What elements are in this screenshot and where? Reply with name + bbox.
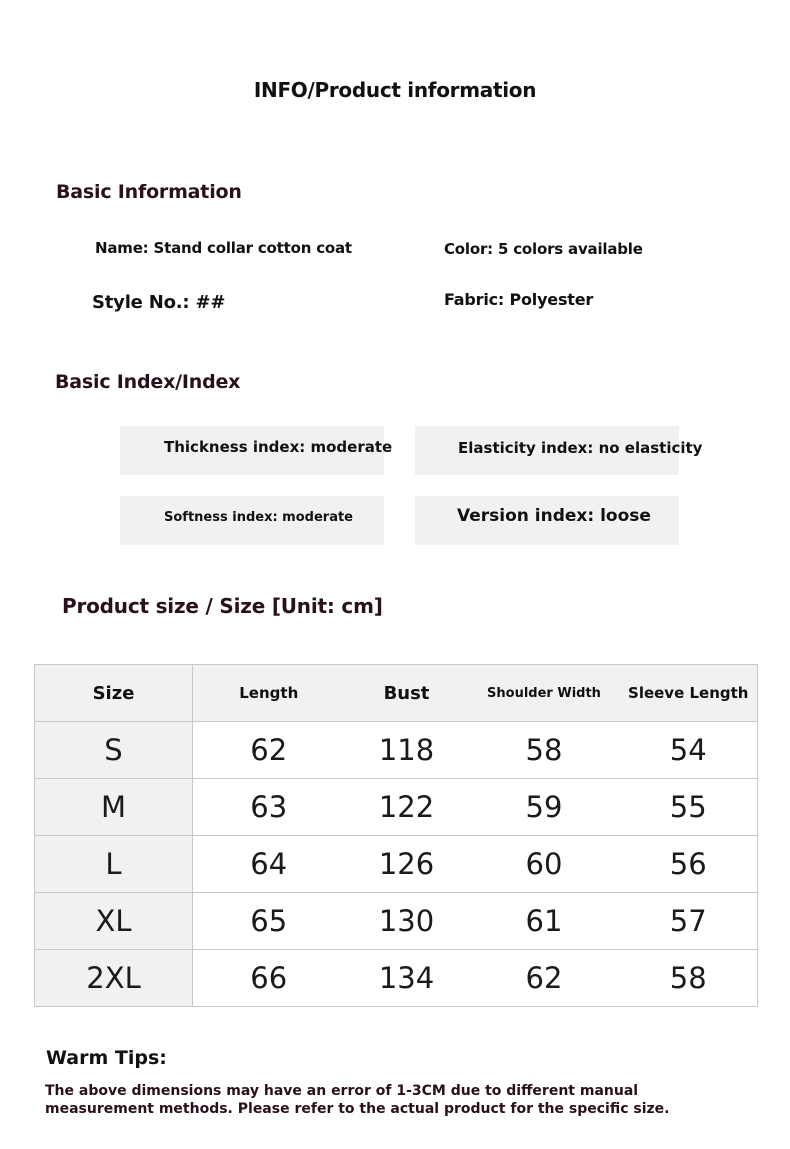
header-bust: Bust bbox=[345, 665, 469, 722]
thickness-index-label: Thickness index: moderate bbox=[164, 438, 393, 456]
size-cell: XL bbox=[35, 893, 193, 950]
header-length: Length bbox=[193, 665, 345, 722]
size-heading: Product size / Size [Unit: cm] bbox=[62, 594, 383, 618]
version-index-label: Version index: loose bbox=[457, 506, 651, 526]
header-sleeve-length: Sleeve Length bbox=[620, 665, 758, 722]
elasticity-index-label: Elasticity index: no elasticity bbox=[458, 439, 703, 457]
table-row bbox=[35, 893, 758, 950]
shoulder-cell: 58 bbox=[469, 722, 620, 779]
bust-cell: 122 bbox=[345, 779, 469, 836]
shoulder-cell: 59 bbox=[469, 779, 620, 836]
table-row bbox=[35, 722, 758, 779]
style-number: Style No.: ## bbox=[92, 292, 226, 313]
basic-index-heading: Basic Index/Index bbox=[55, 371, 241, 393]
bust-cell: 126 bbox=[345, 836, 469, 893]
size-cell: L bbox=[35, 836, 193, 893]
softness-index-label: Softness index: moderate bbox=[164, 510, 353, 525]
sleeve-cell: 56 bbox=[620, 836, 758, 893]
table-row bbox=[35, 836, 758, 893]
size-cell: M bbox=[35, 779, 193, 836]
version-index-box bbox=[415, 496, 679, 545]
size-table-header-row bbox=[35, 665, 758, 722]
elasticity-index-box bbox=[415, 426, 703, 475]
softness-index-box bbox=[120, 496, 384, 545]
length-cell: 63 bbox=[193, 779, 345, 836]
table-row bbox=[35, 779, 758, 836]
length-cell: 65 bbox=[193, 893, 345, 950]
shoulder-cell: 62 bbox=[469, 950, 620, 1007]
size-cell: S bbox=[35, 722, 193, 779]
page-title: INFO/Product information bbox=[253, 78, 537, 102]
size-cell: 2XL bbox=[35, 950, 193, 1007]
shoulder-cell: 60 bbox=[469, 836, 620, 893]
bust-cell: 118 bbox=[345, 722, 469, 779]
length-cell: 62 bbox=[193, 722, 345, 779]
product-name: Name: Stand collar cotton coat bbox=[95, 239, 352, 257]
header-shoulder-width: Shoulder Width bbox=[469, 665, 620, 722]
sleeve-cell: 55 bbox=[620, 779, 758, 836]
sleeve-cell: 57 bbox=[620, 893, 758, 950]
size-table bbox=[34, 664, 758, 1007]
thickness-index-box bbox=[120, 426, 393, 475]
sleeve-cell: 54 bbox=[620, 722, 758, 779]
sleeve-cell: 58 bbox=[620, 950, 758, 1007]
header-size: Size bbox=[35, 665, 193, 722]
product-color: Color: 5 colors available bbox=[444, 240, 643, 258]
warm-tips-heading: Warm Tips: bbox=[46, 1047, 167, 1069]
bust-cell: 130 bbox=[345, 893, 469, 950]
length-cell: 66 bbox=[193, 950, 345, 1007]
product-fabric: Fabric: Polyester bbox=[444, 290, 594, 309]
length-cell: 64 bbox=[193, 836, 345, 893]
bust-cell: 134 bbox=[345, 950, 469, 1007]
table-row bbox=[35, 950, 758, 1007]
basic-info-heading: Basic Information bbox=[56, 181, 242, 203]
shoulder-cell: 61 bbox=[469, 893, 620, 950]
warm-tips-text: The above dimensions may have an error of 1-3CM due to different manual measurement methods. Please refer to the actual product for the specific size. bbox=[45, 1083, 670, 1117]
